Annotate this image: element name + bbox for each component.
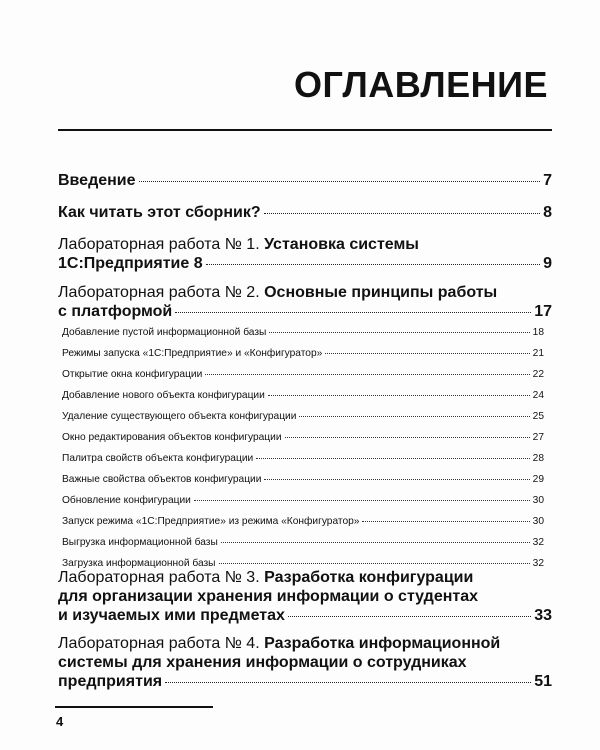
toc-subentry-label: Режимы запуска «1С:Предприятие» и «Конфигуратор» bbox=[62, 348, 323, 359]
toc-entry-lab2[interactable] bbox=[58, 283, 552, 321]
toc-subentry-page: 29 bbox=[532, 474, 544, 485]
toc-entry-title-line3: и изучаемых ими предметах bbox=[58, 607, 285, 624]
toc-entry-title-line3: предприятия bbox=[58, 673, 163, 690]
toc-entry-title-line1: Разработка информационной bbox=[264, 635, 501, 652]
toc-subentry-page: 24 bbox=[532, 390, 544, 401]
toc-entry-page: 7 bbox=[543, 172, 552, 189]
leader-dots bbox=[264, 213, 541, 214]
toc-entry-label: Введение bbox=[58, 172, 136, 189]
toc-subentry[interactable] bbox=[62, 326, 544, 339]
leader-dots bbox=[194, 500, 530, 501]
toc-entry-lead: Лабораторная работа № 2. bbox=[58, 284, 260, 301]
toc-subentry[interactable] bbox=[62, 494, 544, 507]
leader-dots bbox=[175, 312, 531, 313]
toc-subentry-page: 32 bbox=[532, 537, 544, 548]
toc-subentry-page: 32 bbox=[532, 558, 544, 569]
leader-dots bbox=[139, 181, 541, 182]
toc-subentry-page: 18 bbox=[532, 327, 544, 338]
toc-subentry[interactable] bbox=[62, 473, 544, 486]
leader-dots bbox=[221, 542, 530, 543]
toc-subentry-label: Открытие окна конфигурации bbox=[62, 369, 203, 380]
toc-subentry-label: Запуск режима «1С:Предприятие» из режима «Конфигуратор» bbox=[62, 516, 360, 527]
toc-subentry[interactable] bbox=[62, 452, 544, 465]
toc-subentry[interactable] bbox=[62, 536, 544, 549]
toc-subentry-page: 28 bbox=[532, 453, 544, 464]
toc-subentry-page: 27 bbox=[532, 432, 544, 443]
toc-subentry-label: Загрузка информационной базы bbox=[62, 558, 216, 569]
toc-entry-title-line1: Установка системы bbox=[264, 236, 419, 253]
toc-subentry-label: Добавление пустой информационной базы bbox=[62, 327, 267, 338]
toc-entry-title-line2: для организации хранения информации о студентах bbox=[58, 588, 479, 605]
toc-subentry[interactable] bbox=[62, 431, 544, 444]
page-title: ОГЛАВЛЕНИЕ bbox=[293, 64, 548, 105]
toc-subentry[interactable] bbox=[62, 368, 544, 381]
toc-entry-page: 9 bbox=[543, 255, 552, 272]
toc-entry-lead: Лабораторная работа № 4. bbox=[58, 635, 260, 652]
toc-subentry-page: 30 bbox=[532, 516, 544, 527]
leader-dots bbox=[165, 682, 531, 683]
toc-subentry-page: 25 bbox=[532, 411, 544, 422]
toc-subentry-page: 22 bbox=[532, 369, 544, 380]
toc-subentry-label: Обновление конфигурации bbox=[62, 495, 191, 506]
leader-dots bbox=[269, 332, 529, 333]
leader-dots bbox=[206, 264, 540, 265]
leader-dots bbox=[264, 479, 529, 480]
page-number: 4 bbox=[56, 714, 64, 729]
toc-subentry-label: Удаление существующего объекта конфигурации bbox=[62, 411, 297, 422]
toc-entry-how-to-read[interactable] bbox=[58, 203, 552, 222]
toc-subentry-label: Окно редактирования объектов конфигурации bbox=[62, 432, 282, 443]
leader-dots bbox=[288, 616, 531, 617]
toc-entry-label: Как читать этот сборник? bbox=[58, 204, 261, 221]
toc-entry-title-line2: с платформой bbox=[58, 303, 173, 320]
toc-subentry[interactable] bbox=[62, 389, 544, 402]
leader-dots bbox=[285, 437, 530, 438]
toc-entry-lab1[interactable] bbox=[58, 235, 552, 273]
leader-dots bbox=[362, 521, 529, 522]
title-divider bbox=[58, 129, 552, 131]
toc-entry-intro[interactable] bbox=[58, 171, 552, 190]
toc-subentry-label: Важные свойства объектов конфигурации bbox=[62, 474, 262, 485]
toc-subentry-label: Добавление нового объекта конфигурации bbox=[62, 390, 265, 401]
leader-dots bbox=[205, 374, 529, 375]
toc-subentry-label: Палитра свойств объекта конфигурации bbox=[62, 453, 254, 464]
toc-entry-title-line1: Основные принципы работы bbox=[264, 284, 498, 301]
toc-subentry-page: 30 bbox=[532, 495, 544, 506]
toc-subentry[interactable] bbox=[62, 410, 544, 423]
toc-entry-lab3[interactable] bbox=[58, 568, 552, 625]
leader-dots bbox=[268, 395, 530, 396]
leader-dots bbox=[219, 563, 530, 564]
toc-subentry[interactable] bbox=[62, 347, 544, 360]
toc-entry-title-line2: системы для хранения информации о сотрудниках bbox=[58, 654, 467, 671]
toc-entry-lead: Лабораторная работа № 3. bbox=[58, 569, 260, 586]
toc-subentry-label: Выгрузка информационной базы bbox=[62, 537, 218, 548]
leader-dots bbox=[299, 416, 529, 417]
footer-rule bbox=[55, 706, 213, 708]
toc-entry-lead: Лабораторная работа № 1. bbox=[58, 236, 260, 253]
toc-entry-page: 8 bbox=[543, 204, 552, 221]
toc-entry-page: 33 bbox=[534, 607, 552, 624]
toc-entry-title-line2: 1С:Предприятие 8 bbox=[58, 255, 203, 272]
toc-entry-title-line1: Разработка конфигурации bbox=[264, 569, 474, 586]
leader-dots bbox=[256, 458, 529, 459]
toc-entry-page: 17 bbox=[534, 303, 552, 320]
toc-subentry[interactable] bbox=[62, 515, 544, 528]
toc-entry-page: 51 bbox=[534, 673, 552, 690]
leader-dots bbox=[325, 353, 529, 354]
toc-subentry-page: 21 bbox=[532, 348, 544, 359]
toc-entry-lab4[interactable] bbox=[58, 634, 552, 691]
